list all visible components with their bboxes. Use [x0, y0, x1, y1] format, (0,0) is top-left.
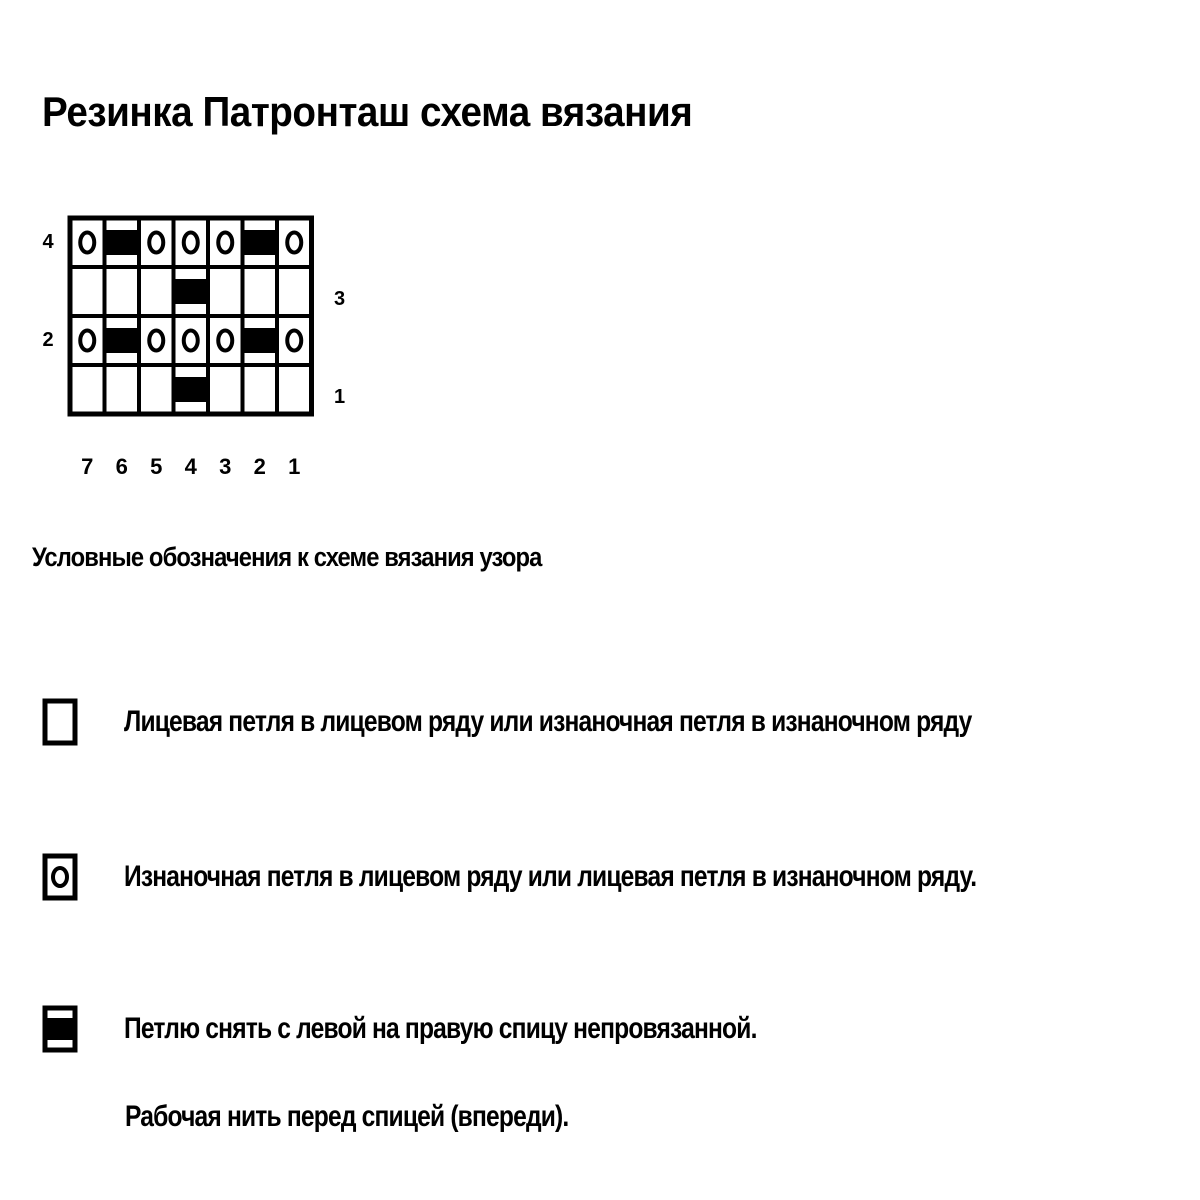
legend-text-slip-note: Рабочая нить перед спицей (впереди). [125, 1100, 569, 1133]
chart-cell-purl [70, 218, 105, 267]
row-label-right: 1 [333, 385, 346, 408]
column-label: 6 [115, 453, 128, 479]
chart-cell-knit [139, 267, 174, 316]
chart-cell-knit [277, 267, 312, 316]
chart-grid [70, 218, 312, 414]
row-label-right: 3 [333, 287, 346, 310]
chart-cell-slip [105, 316, 140, 365]
chart-cell-knit [208, 267, 243, 316]
chart-cell-slip [174, 267, 209, 316]
slip-symbol-icon [42, 1005, 78, 1053]
chart-cell-purl [277, 218, 312, 267]
chart-cell-knit [70, 365, 105, 414]
chart-cell-purl [208, 316, 243, 365]
chart-cell-purl [277, 316, 312, 365]
chart-cell-knit [277, 365, 312, 414]
chart-cell-purl [174, 316, 209, 365]
column-label: 4 [184, 453, 197, 479]
row-label-left: 2 [42, 328, 54, 351]
chart-cell-knit [105, 365, 140, 414]
knitting-chart [30, 200, 370, 490]
legend-item-knit [42, 698, 1158, 746]
legend-text-purl: Изнаночная петля в лицевом ряду или лицевая петля в изнаночном ряду. [124, 860, 977, 893]
chart-cell-knit [105, 267, 140, 316]
column-label: 7 [81, 453, 94, 479]
purl-symbol-icon [42, 853, 78, 901]
column-label: 2 [253, 453, 266, 479]
column-label: 5 [150, 453, 163, 479]
chart-cell-knit [208, 365, 243, 414]
legend-item-purl [42, 853, 1163, 901]
chart-cell-purl [174, 218, 209, 267]
chart-cell-purl [208, 218, 243, 267]
column-label: 1 [288, 453, 301, 479]
chart-cell-slip [105, 218, 140, 267]
chart-cell-knit [139, 365, 174, 414]
chart-cell-purl [139, 316, 174, 365]
page-title: Резинка Патронташ схема вязания [42, 88, 693, 135]
chart-cell-purl [139, 218, 174, 267]
legend-text-slip: Петлю снять с левой на правую спицу непровязанной. [124, 1012, 757, 1045]
legend-heading: Условные обозначения к схеме вязания узора [32, 542, 542, 572]
knit-symbol-icon [42, 698, 78, 746]
chart-cell-purl [70, 316, 105, 365]
chart-cell-slip [243, 316, 278, 365]
chart-cell-knit [243, 365, 278, 414]
chart-cell-knit [70, 267, 105, 316]
legend-item-slip [42, 1005, 895, 1053]
column-label: 3 [219, 453, 232, 479]
chart-cell-slip [174, 365, 209, 414]
chart-cell-knit [243, 267, 278, 316]
row-label-left: 4 [42, 230, 54, 253]
chart-cell-slip [243, 218, 278, 267]
legend-text-knit: Лицевая петля в лицевом ряду или изнаночная петля в изнаночном ряду [124, 705, 972, 738]
